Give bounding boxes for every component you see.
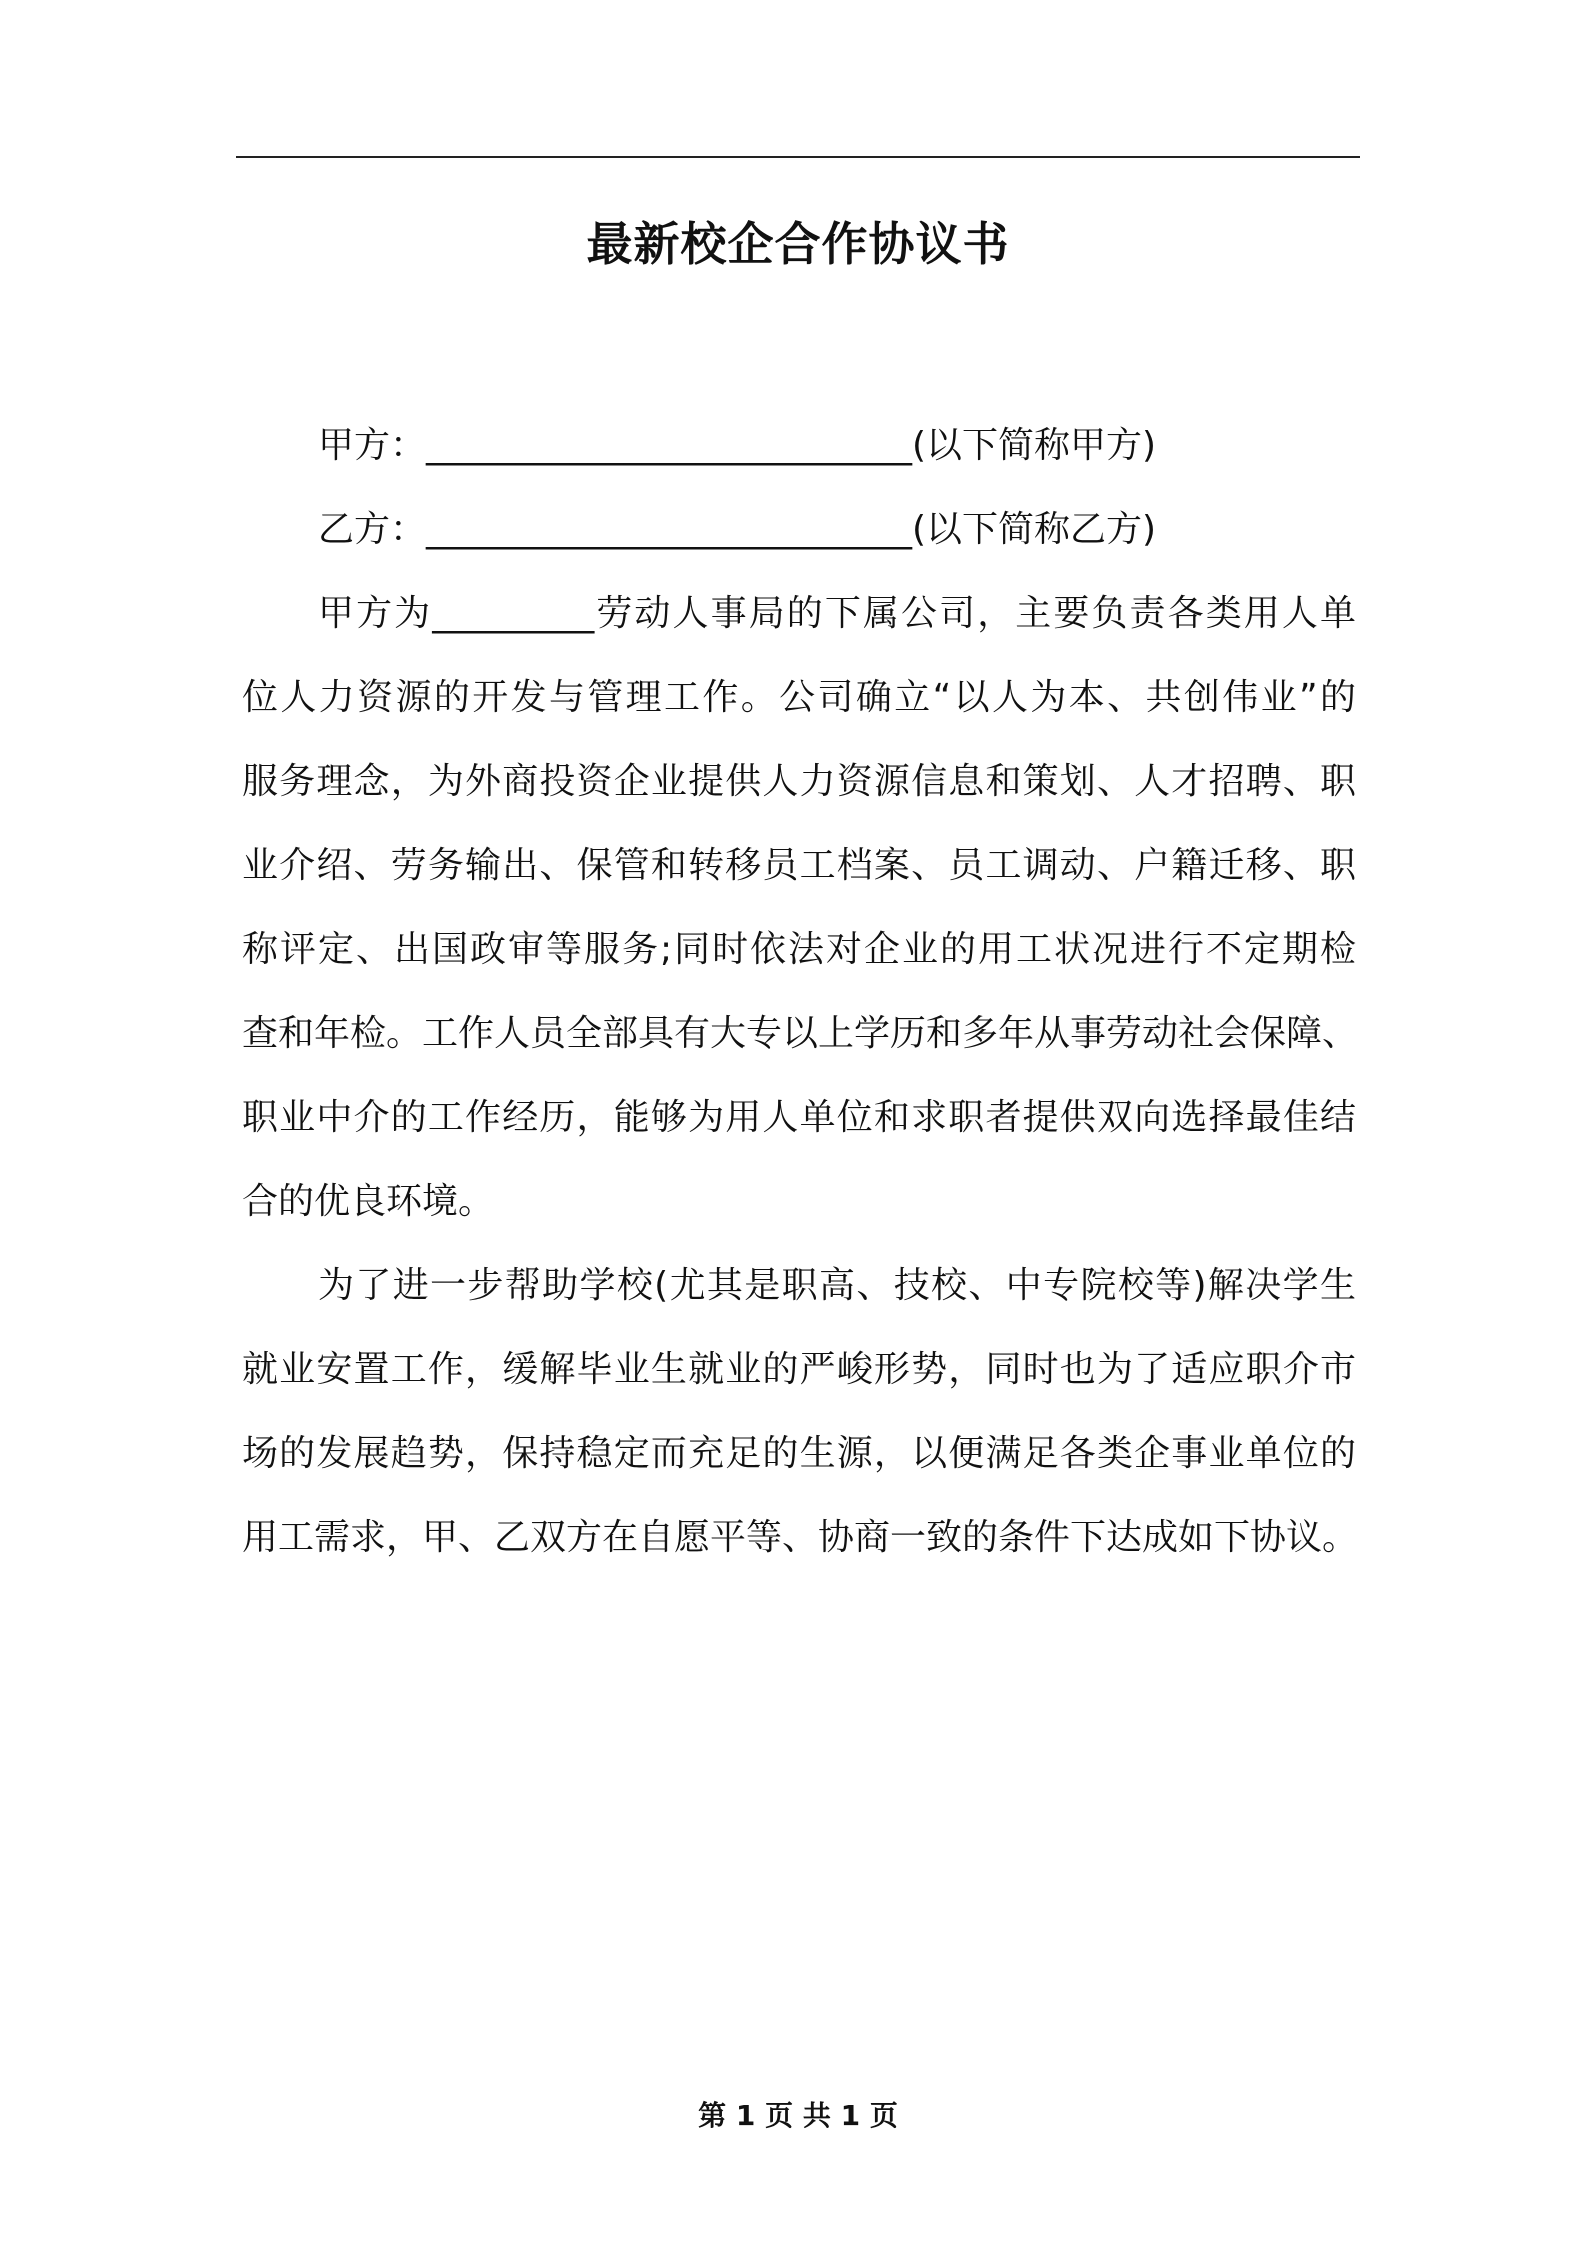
paragraph-purpose <box>242 1244 1359 1580</box>
paragraph-line: 业介绍、劳务输出、保管和转移员工档案、员工调动、户籍迁移、职 <box>242 845 1356 886</box>
paragraph-line: 就业安置工作，缓解毕业生就业的严峻形势，同时也为了适应职介市 <box>242 1349 1356 1390</box>
paragraph-line: 称评定、出国政审等服务;同时依法对企业的用工状况进行不定期检 <box>242 929 1356 970</box>
paragraph-line: 位人力资源的开发与管理工作。公司确立“以人为本、共创伟业”的 <box>242 677 1356 718</box>
paragraph-line: 用工需求，甲、乙双方在自愿平等、协商一致的条件下达成如下协议。 <box>242 1517 1359 1558</box>
paragraph-line: 查和年检。工作人员全部具有大专以上学历和多年从事劳动社会保障、 <box>242 1013 1359 1054</box>
document-body <box>242 404 1359 1580</box>
paragraph-line: 为了进一步帮助学校(尤其是职高、技校、中专院校等)解决学生 <box>318 1265 1356 1306</box>
paragraph-line: 服务理念，为外商投资企业提供人力资源信息和策划、人才招聘、职 <box>242 761 1356 802</box>
document-title: 最新校企合作协议书 <box>586 217 1010 271</box>
paragraph-line: 职业中介的工作经历，能够为用人单位和求职者提供双向选择最佳结 <box>242 1097 1356 1138</box>
paragraph-line: 合的优良环境。 <box>242 1181 495 1222</box>
page-number-footer: 第 1 页 共 1 页 <box>698 2099 898 2132</box>
party-b-line: 乙方：___________________________(以下简称乙方) <box>318 509 1157 550</box>
paragraph-intro <box>242 572 1359 1244</box>
paragraph-line: 甲方为_________劳动人事局的下属公司，主要负责各类用人单 <box>318 593 1356 634</box>
paragraph-line: 场的发展趋势，保持稳定而充足的生源，以便满足各类企事业单位的 <box>242 1433 1356 1474</box>
header-rule <box>236 156 1360 158</box>
party-a-line: 甲方：___________________________(以下简称甲方) <box>318 425 1157 466</box>
